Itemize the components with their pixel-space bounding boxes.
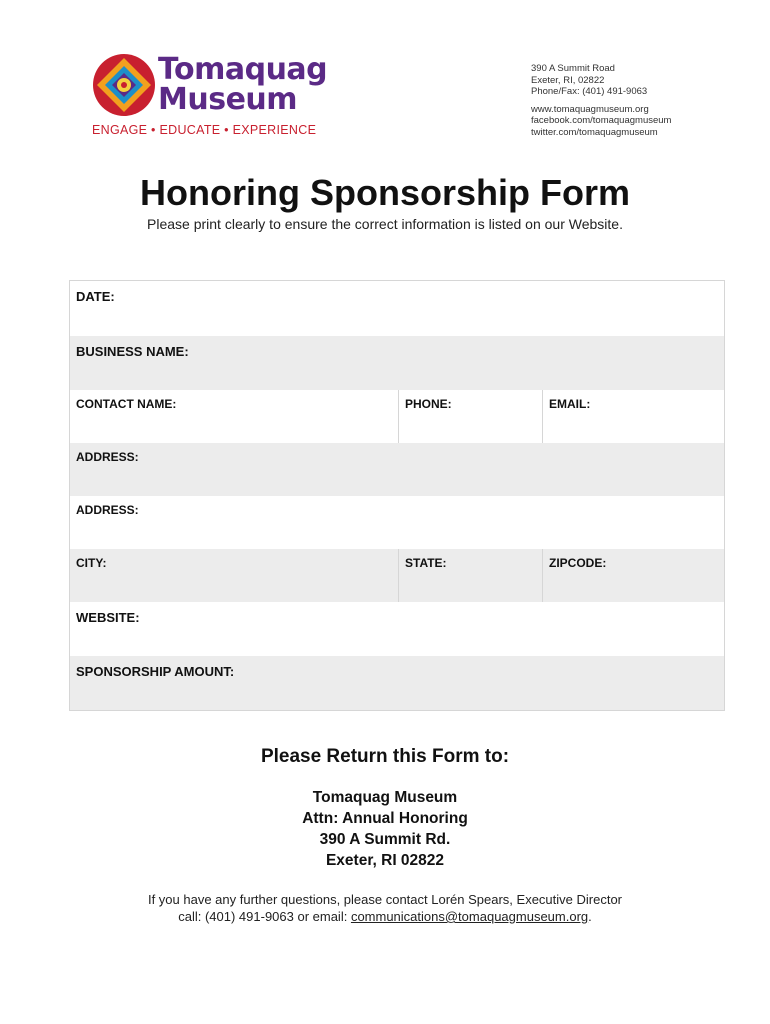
website-field[interactable] [70, 602, 724, 656]
email-link[interactable]: communications@tomaquagmuseum.org [350, 909, 589, 924]
museum-name-line1: Tomaquag [158, 52, 328, 87]
contact-name-field[interactable] [70, 390, 399, 443]
form-row-contact [70, 390, 724, 443]
return-address-line4: Exeter, RI 02822 [325, 852, 445, 869]
return-address-line2: Attn: Annual Honoring [302, 810, 468, 827]
form-row-date [70, 281, 724, 336]
state-label: STATE: [405, 556, 447, 570]
footer-line1: If you have any further questions, please contact Lorén Spears, Executive Director [147, 892, 623, 907]
date-field[interactable] [70, 281, 724, 336]
museum-emblem-icon [92, 53, 156, 117]
page-subtitle: Please print clearly to ensure the correct information is listed on our Website. [147, 216, 623, 232]
address-field-1[interactable] [70, 443, 724, 496]
business-name-label: BUSINESS NAME: [76, 344, 189, 359]
form-row-city-state-zip [70, 549, 724, 602]
museum-contact-block [531, 63, 671, 138]
form-row-business-name [70, 336, 724, 390]
contact-name-label: CONTACT NAME: [76, 397, 177, 411]
form-row-website [70, 602, 724, 656]
address-label-2: ADDRESS: [76, 503, 139, 517]
contact-facebook: facebook.com/tomaquagmuseum [531, 115, 672, 126]
date-label: DATE: [76, 289, 115, 304]
email-field[interactable] [543, 390, 724, 443]
phone-label: PHONE: [405, 397, 452, 411]
zipcode-field[interactable] [543, 549, 724, 602]
address-field-2[interactable] [70, 496, 724, 549]
return-address [0, 787, 770, 871]
sponsorship-form [69, 280, 725, 711]
museum-logo [92, 52, 328, 143]
form-row-address-1 [70, 443, 724, 496]
website-label: WEBSITE: [76, 610, 140, 625]
contact-website: www.tomaquagmuseum.org [531, 103, 649, 115]
footer-period: . [588, 909, 592, 924]
footer-line2 [0, 908, 770, 925]
city-label: CITY: [76, 556, 107, 570]
return-heading: Please Return this Form to: [260, 746, 510, 767]
sponsorship-amount-field[interactable] [70, 656, 724, 710]
contact-address-line1: 390 A Summit Road [531, 63, 615, 74]
city-field[interactable] [70, 549, 399, 602]
museum-tagline: ENGAGE • EDUCATE • EXPERIENCE [92, 123, 317, 137]
page-title: Honoring Sponsorship Form [140, 172, 630, 213]
contact-address-line2: Exeter, RI, 02822 [531, 74, 605, 86]
return-address-line3: 390 A Summit Rd. [319, 831, 451, 848]
museum-name-line2: Museum [158, 82, 298, 117]
form-row-address-2 [70, 496, 724, 549]
form-row-sponsorship-amount [70, 656, 724, 710]
sponsorship-amount-label: SPONSORSHIP AMOUNT: [76, 664, 235, 679]
return-address-line1: Tomaquag Museum [312, 789, 458, 806]
email-label: EMAIL: [549, 397, 591, 411]
business-name-field[interactable] [70, 336, 724, 390]
state-field[interactable] [399, 549, 543, 602]
zipcode-label: ZIPCODE: [549, 556, 607, 570]
contact-phone-fax: Phone/Fax: (401) 491-9063 [531, 86, 648, 97]
footer-note [0, 891, 770, 925]
phone-field[interactable] [399, 390, 543, 443]
footer-call-text: call: (401) 491-9063 or email: [178, 909, 351, 924]
address-label-1: ADDRESS: [76, 450, 139, 464]
contact-twitter: twitter.com/tomaquagmuseum [531, 126, 658, 138]
museum-name [158, 52, 328, 117]
